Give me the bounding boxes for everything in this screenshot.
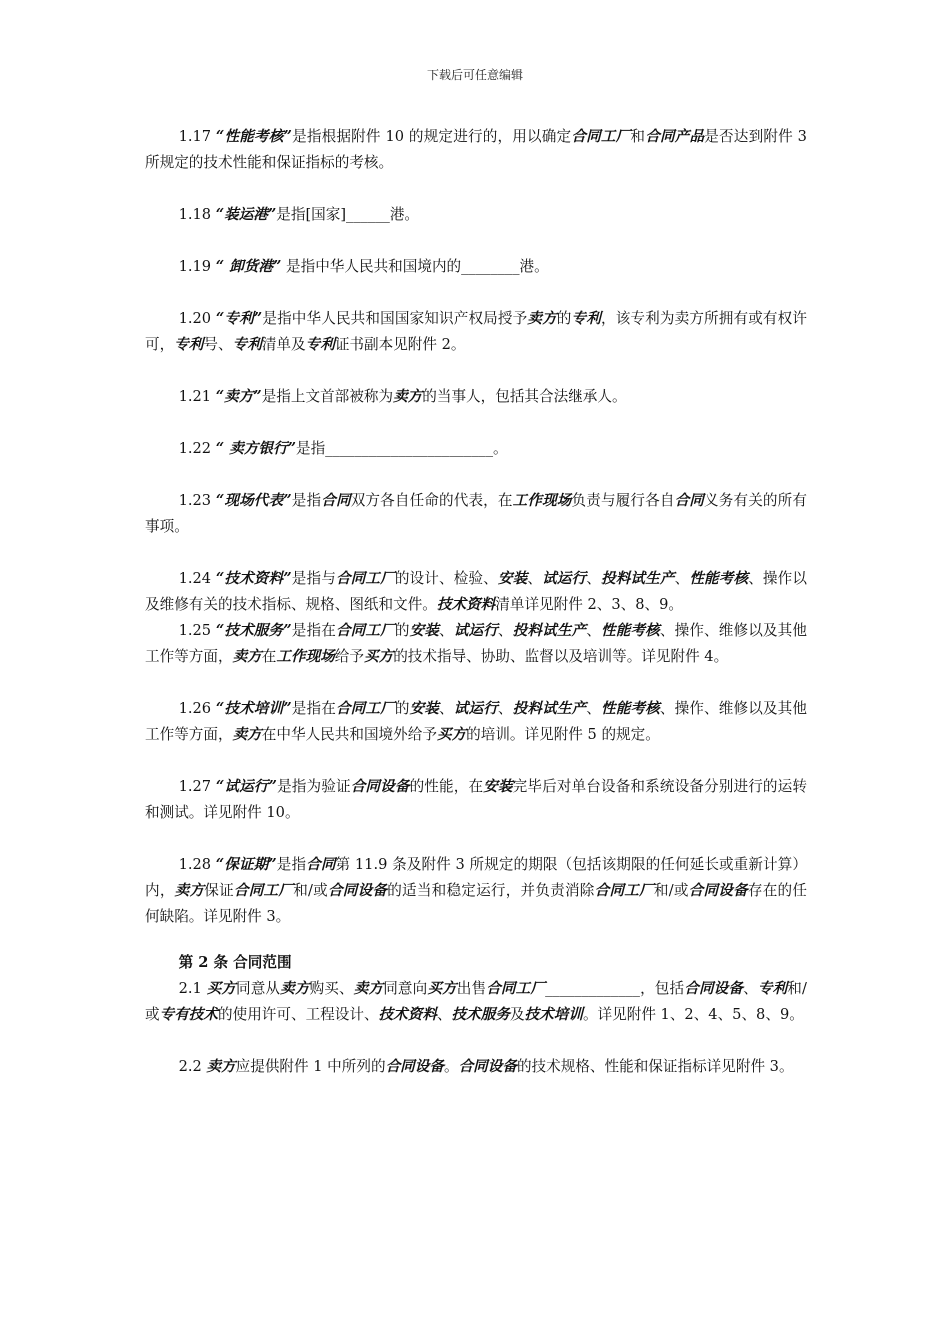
defined-term: 合同工厂	[571, 128, 631, 145]
clause-text: 是否达到附件 3 所规定的技术性能和保证指标的考核。	[145, 128, 807, 171]
clause-text: 双方各自任命的代表，在	[350, 492, 513, 509]
clause-text: 第 11.9 条及附件 3 所规定的期限（包括该期限的任何延长或重新计算）内，	[145, 856, 807, 899]
clause-text: 、	[527, 570, 543, 587]
clause-text: 1.28	[178, 856, 216, 873]
defined-term: 专利	[174, 336, 204, 353]
clause-text: 在中华人民共和国境外给予	[261, 726, 437, 743]
document-body	[145, 124, 807, 1080]
clause-text: 的	[556, 310, 572, 327]
clause-1-23	[145, 488, 807, 540]
defined-term: 买方	[363, 648, 394, 665]
defined-term: “性能考核”	[215, 128, 292, 145]
defined-term: 合同工厂	[486, 980, 546, 997]
defined-term: 技术培训	[524, 1006, 583, 1023]
clause-text: 和/或	[145, 980, 807, 1023]
defined-term: 工作现场	[512, 492, 572, 509]
clause-text: 1.25	[178, 622, 216, 639]
defined-term: “技术资料”	[215, 570, 292, 587]
defined-term: 合同工厂	[335, 622, 395, 639]
clause-text: 、	[586, 570, 601, 587]
clause-text: 、操作、维修以及其他工作等方面，	[145, 700, 807, 743]
defined-term: 合同设备	[458, 1058, 517, 1075]
defined-term: 专利	[305, 336, 335, 353]
clause-text: 1.27	[178, 778, 216, 795]
clause-text: 1.17	[178, 128, 216, 145]
clause-text: 同意向	[383, 980, 428, 997]
defined-term: 合同工厂	[233, 882, 294, 899]
clause-text: 是指中华人民共和国国家知识产权局授予	[262, 310, 528, 327]
defined-term: 合同设备	[327, 882, 388, 899]
clause-text: 的	[394, 700, 410, 717]
defined-term: 卖方	[232, 726, 262, 743]
clause-1-26	[145, 696, 807, 748]
clause-text: 1.19	[178, 258, 216, 275]
clause-text: 保证	[204, 882, 234, 899]
defined-term: 专有技术	[159, 1006, 218, 1023]
clause-text: 1.22	[178, 440, 216, 457]
clause-1-22	[145, 436, 807, 462]
clause-text: 、	[436, 1006, 452, 1023]
defined-term: “试运行”	[215, 778, 277, 795]
defined-term: 专利	[232, 336, 262, 353]
clause-text: 1.23	[178, 492, 216, 509]
clause-text: 号、	[203, 336, 233, 353]
clause-1-24	[145, 566, 807, 618]
defined-term: 投料试生产	[512, 700, 587, 717]
defined-term: “现场代表”	[215, 492, 292, 509]
clause-text: 2.1	[178, 980, 207, 997]
defined-term: 合同设备	[684, 980, 744, 997]
clause-text: 、	[743, 980, 758, 997]
clause-1-18	[145, 202, 807, 228]
defined-term: 安装	[409, 700, 440, 717]
clause-text: 的性能，在	[409, 778, 484, 795]
clause-text: 是指为验证	[276, 778, 351, 795]
defined-term: 试运行	[542, 570, 587, 587]
clause-1-25	[145, 618, 807, 670]
defined-term: “技术服务”	[215, 622, 292, 639]
clause-text: 的当事人，包括其合法继承人。	[422, 388, 627, 405]
clause-text: ，该专利为卖方所拥有或有权许可，	[145, 310, 807, 353]
defined-term: 卖方	[232, 648, 262, 665]
clause-text: 的使用许可、工程设计、	[218, 1006, 379, 1023]
defined-term: 买方	[427, 980, 457, 997]
defined-term: 卖方	[353, 980, 384, 997]
defined-term: 专利	[571, 310, 601, 327]
defined-term: 合同设备	[385, 1058, 444, 1075]
clause-text: 的技术规格、性能和保证指标详见附件 3。	[516, 1058, 794, 1075]
clause-text: 是指	[276, 856, 307, 873]
defined-term: 性能考核	[601, 700, 660, 717]
defined-term: 买方	[206, 980, 236, 997]
clause-text: 及	[509, 1006, 525, 1023]
defined-term: 合同工厂	[335, 570, 395, 587]
defined-term: 技术服务	[451, 1006, 510, 1023]
clause-text: 、操作、维修以及其他工作等方面，	[145, 622, 807, 665]
clause-text: 、	[497, 700, 513, 717]
clause-text: 在	[261, 648, 277, 665]
clause-text: 是指根据附件 10 的规定进行的，用以确定	[291, 128, 572, 145]
defined-term: 安装	[497, 570, 528, 587]
clause-text: 的技术指导、协助、监督以及培训等。详见附件 4。	[393, 648, 729, 665]
clause-text: 和	[630, 128, 646, 145]
clause-text: _____________，包括	[545, 980, 685, 997]
clause-text: 、	[586, 700, 601, 717]
clause-text: 的适当和稳定运行，并负责消除	[387, 882, 595, 899]
clause-text: 是指与	[291, 570, 336, 587]
clause-text: 1.26	[178, 700, 216, 717]
clause-text: 是指	[291, 492, 322, 509]
clause-text: 是指[国家]______港。	[276, 206, 420, 223]
clause-text: 、	[674, 570, 690, 587]
clause-text: 是指在	[291, 700, 336, 717]
clause-text: 1.18	[178, 206, 216, 223]
clause-text: 的	[394, 622, 410, 639]
defined-term: 投料试生产	[600, 570, 675, 587]
defined-term: “ 卸货港”	[215, 258, 282, 275]
clause-1-21	[145, 384, 807, 410]
defined-term: 试运行	[453, 622, 498, 639]
defined-term: 安装	[409, 622, 440, 639]
defined-term: 性能考核	[601, 622, 660, 639]
clause-1-19	[145, 254, 807, 280]
defined-term: “专利”	[215, 310, 263, 327]
clause-text: 和/或	[293, 882, 328, 899]
defined-term: 性能考核	[689, 570, 749, 587]
defined-term: “保证期”	[215, 856, 277, 873]
clause-text: 是指在	[291, 622, 336, 639]
section-2-heading: 第 2 条 合同范围	[178, 954, 292, 971]
clause-text: 的培训。详见附件 5 的规定。	[466, 726, 660, 743]
defined-term: 合同设备	[350, 778, 410, 795]
defined-term: 合同设备	[688, 882, 748, 899]
defined-term: 工作现场	[276, 648, 335, 665]
defined-term: 合同	[674, 492, 705, 509]
clause-text: 清单详见附件 2、3、8、9。	[495, 596, 683, 613]
defined-term: 卖方	[280, 980, 310, 997]
defined-term: 卖方	[206, 1058, 236, 1075]
clause-1-20	[145, 306, 807, 358]
defined-term: 卖方	[174, 882, 205, 899]
defined-term: 试运行	[453, 700, 498, 717]
clause-text: 购买、	[309, 980, 354, 997]
defined-term: 技术资料	[436, 596, 496, 613]
defined-term: 专利	[757, 980, 788, 997]
clause-2-2	[145, 1054, 807, 1080]
defined-term: 技术资料	[378, 1006, 437, 1023]
clause-text: 1.21	[178, 388, 216, 405]
defined-term: 买方	[436, 726, 467, 743]
clause-1-28	[145, 852, 807, 930]
clause-text: 1.20	[178, 310, 216, 327]
clause-text: 完毕后对单台设备和系统设备分别进行的运转和测试。详见附件 10。	[145, 778, 807, 821]
clause-text: 。	[443, 1058, 459, 1075]
clause-1-17	[145, 124, 807, 176]
clause-text: 应提供附件 1 中所列的	[235, 1058, 386, 1075]
page-header: 下载后可任意编辑	[426, 68, 523, 82]
clause-text: 的设计、检验、	[394, 570, 498, 587]
clause-text: 、	[439, 622, 454, 639]
clause-text: 是指上文首部被称为	[261, 388, 394, 405]
defined-term: 合同工厂	[335, 700, 395, 717]
clause-2-1	[145, 976, 807, 1028]
clause-text: 和/或	[653, 882, 689, 899]
clause-text: 1.24	[178, 570, 216, 587]
clause-text: 给予	[334, 648, 364, 665]
clause-text: 存在的任何缺陷。详见附件 3。	[145, 882, 807, 925]
defined-term: “卖方”	[215, 388, 262, 405]
clause-text: 负责与履行各自	[571, 492, 675, 509]
defined-term: 卖方	[527, 310, 557, 327]
clause-text: 是指_______________________。	[295, 440, 508, 457]
clause-text: 义务有关的所有事项。	[145, 492, 807, 535]
clause-text: 。详见附件 1、2、4、5、8、9。	[582, 1006, 804, 1023]
defined-term: “装运港”	[215, 206, 277, 223]
defined-term: “技术培训”	[215, 700, 292, 717]
clause-text: 、操作以及维修有关的技术指标、规格、图纸和文件。	[145, 570, 807, 613]
defined-term: 合同产品	[645, 128, 705, 145]
defined-term: 合同	[306, 856, 336, 873]
defined-term: 合同工厂	[594, 882, 654, 899]
clause-text: 是指中华人民共和国境内的________港。	[281, 258, 549, 275]
clause-text: 、	[439, 700, 454, 717]
defined-term: 卖方	[393, 388, 423, 405]
defined-term: 合同	[321, 492, 351, 509]
clause-text: 同意从	[236, 980, 281, 997]
clause-text: 证书副本见附件 2。	[334, 336, 466, 353]
clause-text: 、	[497, 622, 513, 639]
defined-term: “ 卖方银行”	[215, 440, 296, 457]
clause-text: 2.2	[178, 1058, 207, 1075]
clause-text: 、	[586, 622, 601, 639]
defined-term: 投料试生产	[512, 622, 587, 639]
defined-term: 安装	[483, 778, 513, 795]
clause-1-27	[145, 774, 807, 826]
clause-text: 清单及	[261, 336, 306, 353]
clause-text: 出售	[456, 980, 487, 997]
